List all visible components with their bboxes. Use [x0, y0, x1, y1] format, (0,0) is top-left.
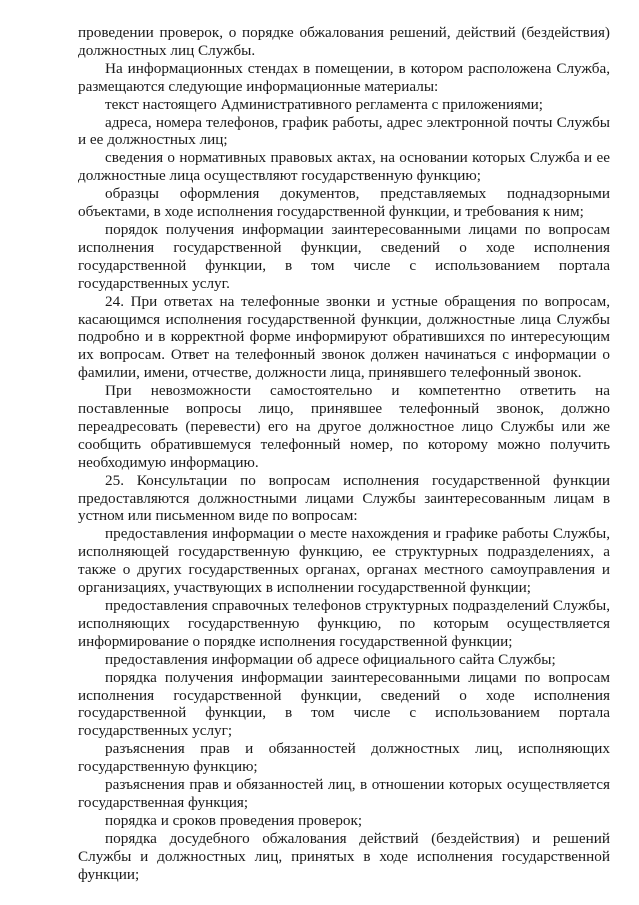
paragraph-list-item: предоставления информации о месте нахождения и графике работы Службы, исполняющей государственную функцию, ее структурных подразделениях, а также о других государственных органах, органах местного самоуправления и организациях, участвующих в исполнении государственной функции;	[78, 525, 610, 597]
paragraph-clause-24: 24. При ответах на телефонные звонки и устные обращения по вопросам, касающимся исполнения государственной функции, должностные лица Службы подробно и в корректной форме информируют обратившихся по интересующим их вопросам. Ответ на телефонный звонок должен начинаться с информации о фамилии, имени, отчестве, должности лица, принявшего телефонный звонок.	[78, 292, 610, 382]
paragraph-list-item: порядка досудебного обжалования действий (бездействия) и решений Службы и должностных лиц, принятых в ходе исполнения государственной функции;	[78, 829, 610, 883]
paragraph-info-stands: На информационных стендах в помещении, в котором расположена Служба, размещаются следующие информационные материалы:	[78, 59, 610, 95]
paragraph-continuation: проведении проверок, о порядке обжалования решений, действий (бездействия) должностных лиц Службы.	[78, 24, 610, 59]
paragraph-list-item: порядка и сроков проведения проверок;	[105, 811, 363, 829]
paragraph-list-item: разъяснения прав и обязанностей должностных лиц, исполняющих государственную функцию;	[78, 740, 610, 776]
paragraph-list-item: текст настоящего Административного регламента с приложениями;	[105, 95, 544, 113]
paragraph-list-item: адреса, номера телефонов, график работы, адрес электронной почты Службы и ее должностных лиц;	[78, 113, 610, 149]
paragraph-list-item: предоставления справочных телефонов структурных подразделений Службы, исполняющих государственную функцию, по которым осуществляется информирование о порядке исполнения государственной функции;	[78, 597, 610, 650]
paragraph-list-item: разъяснения прав и обязанностей лиц, в отношении которых осуществляется государственная функция;	[78, 776, 610, 811]
paragraph-list-item: образцы оформления документов, представляемых поднадзорными объектами, в ходе исполнения государственной функции, и требования к ним;	[78, 185, 610, 221]
document-page	[78, 24, 610, 884]
paragraph-clause-25: 25. Консультации по вопросам исполнения государственной функции предоставляются должностными лицами Службы заинтересованным лицам в устном или письменном виде по вопросам:	[78, 471, 610, 525]
paragraph-list-item: порядок получения информации заинтересованными лицами по вопросам исполнения государственной функции, сведений о ходе исполнения государственной функции, в том числе с использованием портала государственных услуг.	[78, 220, 610, 292]
paragraph-list-item: предоставления информации об адресе официального сайта Службы;	[105, 650, 556, 668]
paragraph-list-item: порядка получения информации заинтересованными лицами по вопросам исполнения государственной функции, сведений о ходе исполнения государственной функции, в том числе с использованием портала государственных услуг;	[78, 668, 610, 740]
paragraph-list-item: сведения о нормативных правовых актах, на основании которых Служба и ее должностные лица осуществляют государственную функцию;	[78, 149, 610, 185]
paragraph-redirect: При невозможности самостоятельно и компетентно ответить на поставленные вопросы лицо, принявшее телефонный звонок, должно переадресовать (перевести) его на другое должностное лицо Службы или же сообщить обратившемуся телефонный номер, по которому можно получить необходимую информацию.	[78, 382, 610, 471]
